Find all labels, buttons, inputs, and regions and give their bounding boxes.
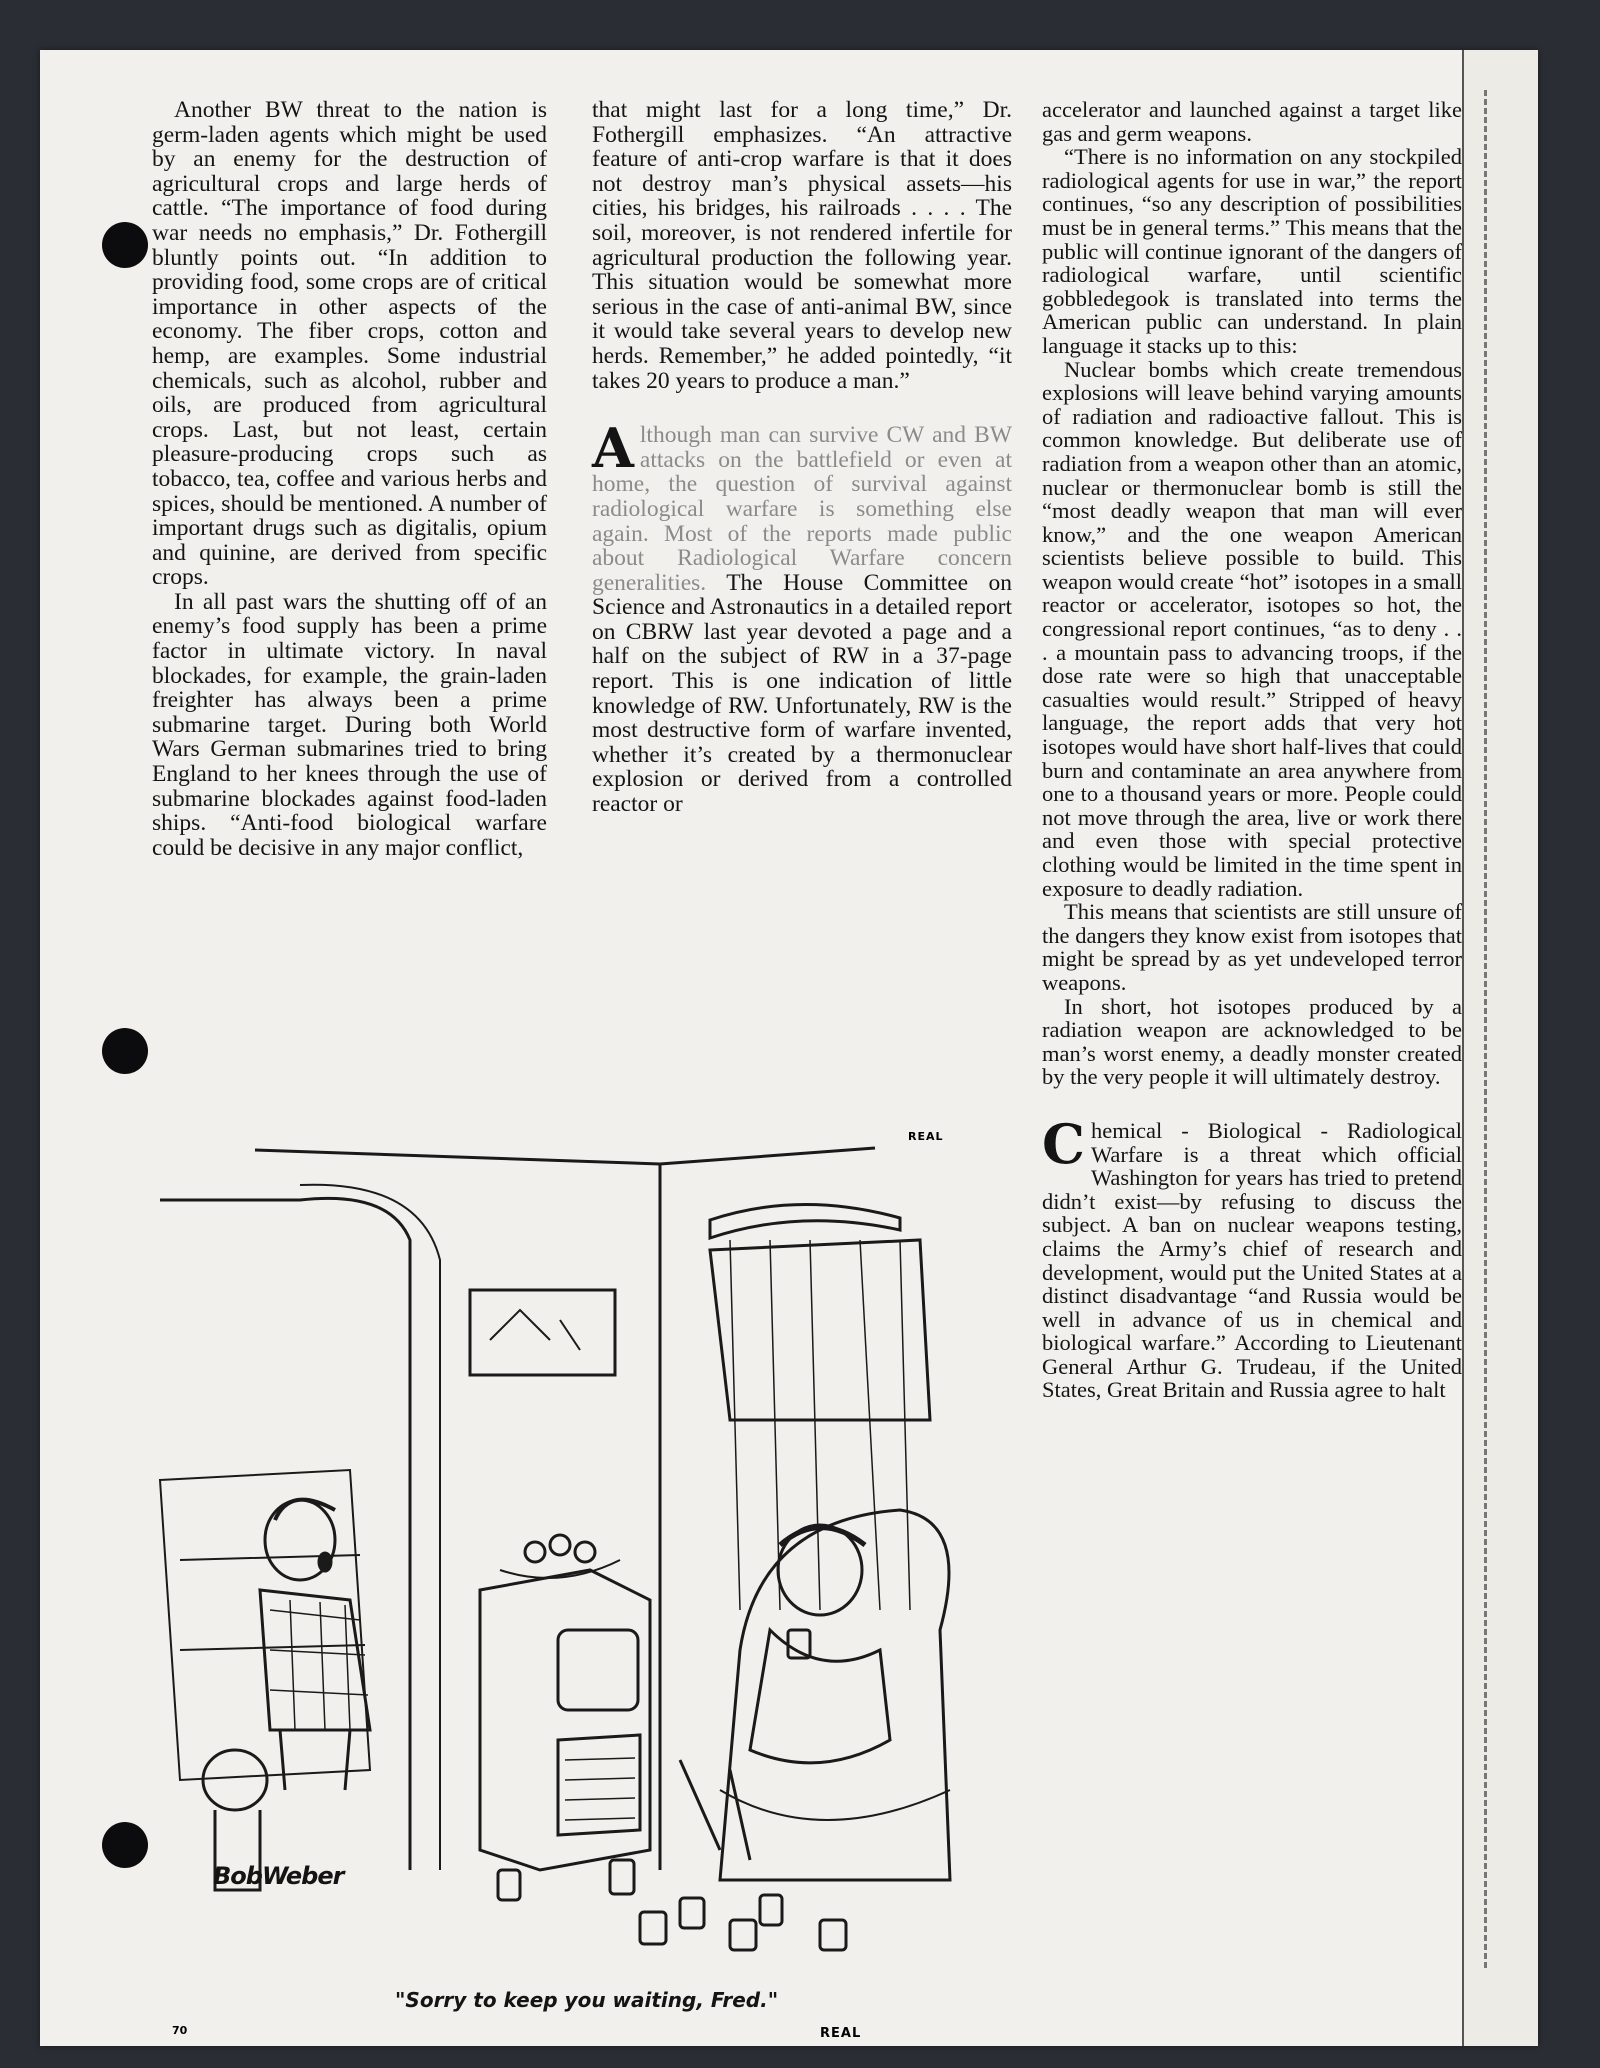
magazine-name: REAL xyxy=(820,2026,862,2041)
newel-post xyxy=(203,1750,267,1810)
doorway-arch xyxy=(160,1198,410,1870)
paragraph: In all past wars the shutting off of an enemy’s food supply has been a prime factor in ultimate victory. In naval blockades, for example, the grain-laden freighter has always been a prime submarine target. During both World Wars German submarines tried to bring England to her knees through the use of submarine blockades against food-laden ships. “Anti-food biological warfare could be decisive in any major conflict, xyxy=(152,588,547,861)
drop-cap: C xyxy=(1042,1111,1085,1176)
television xyxy=(480,1570,650,1870)
armchair xyxy=(720,1510,950,1880)
paragraph: accelerator and launched against a target like gas and germ weapons. xyxy=(1042,97,1462,146)
paragraph-text: The House Committee on Science and Astronautics in a detailed report on CBRW last year devoted a page and a half on the subject of RW in a 37-page report. This is one indication of little knowledge of RW. Unfortunately, RW is the most destructive form of warfare invented, whether it’s created by a thermonuclear explosion or derived from a controlled reactor or xyxy=(592,569,1012,818)
paragraph: In short, hot isotopes produced by a radiation weapon are acknowledged to be man’s worst enemy, a deadly monster created by the very people it will ultimately destroy. xyxy=(1042,993,1462,1090)
drop-cap: A xyxy=(592,416,634,481)
paragraph: that might last for a long time,” Dr. Fothergill emphasizes. “An attractive feature of anti-crop warfare is that it does not destroy man’s physical assets—his cities, his bridges, his railroads . . . . The soil, moreover, is not rendered infertile for agricultural production the following year. This situation would be somewhat more serious in the case of anti-animal BW, since it would take several years to develop new herds. Remember,” he added pointedly, “it takes 20 years to produce a man.” xyxy=(592,97,1012,394)
ceiling-line xyxy=(255,1148,875,1164)
punch-hole xyxy=(102,1028,148,1074)
binder-strip xyxy=(1462,50,1538,2046)
cartoon-caption: "Sorry to keep you waiting, Fred." xyxy=(395,1988,779,2012)
window xyxy=(710,1240,930,1420)
article-column-1 xyxy=(152,98,547,860)
paragraph: This means that scientists are still unsure of the dangers they know exist from isotopes that might be spread by as yet undeveloped terror weapons. xyxy=(1042,899,1462,995)
paragraph xyxy=(1042,1111,1462,1403)
punch-hole xyxy=(102,222,148,268)
empty-can xyxy=(610,1860,634,1894)
man-body xyxy=(750,1630,890,1763)
paragraph: “There is no information on any stockpiled radiological agents for use in war,” the report continues, “so any description of possibilities must be in general terms.” This means that the public will continue ignorant of the dangers of radiological warfare, until scientific gobbledegook is translated into terms the American public can understand. In plain language it stacks up to this: xyxy=(1042,144,1462,358)
article-column-2 xyxy=(592,98,1012,817)
faded-text: lthough man can survive CW and BW attacks on the battlefield or even at home, the question of survival against radiological warfare is something else again. Most of the reports made public about Radiological Warfare concern generalities. xyxy=(592,422,1012,596)
paragraph-text: hemical - Biological - Radiological Warfare is a threat which official Washington for years has tried to pretend didn’t exist—by refusing to discuss the subject. A ban on nuclear weapons testing, claims the Army’s chief of research and development, would put the United States at a distinct disadvantage “and Russia would be well in advance of us in chemical and biological warfare.” According to Lieutenant General Arthur G. Trudeau, if the United States, Great Britain and Russia agree to halt xyxy=(1042,1117,1462,1403)
article-column-3 xyxy=(1042,98,1462,1402)
empty-can xyxy=(730,1920,756,1950)
paragraph xyxy=(592,416,1012,818)
empty-can xyxy=(498,1870,520,1900)
paragraph: Nuclear bombs which create tremendous explosions will leave behind varying amounts of radiation and radioactive fallout. This is common knowledge. But deliberate use of radiation from a weapon other than an atomic, nuclear or thermonuclear bomb is still the “most deadly weapon that man will ever know,” and the one weapon American scientists believe possible to build. This weapon would create “hot” isotopes in a small reactor or accelerator, isotopes so hot, the congressional report continues, “as to deny . . . a mountain pass to advancing troops, if the dose rate were so high that unacceptable casualties would result.” Stripped of heavy language, the report adds that very hot isotopes would have short half-lives that could burn and contaminate an area anywhere from one to a thousand years or more. People could not move through the area, live or work there and even those with special protective clothing would be limited in the time spent in exposure to deadly radiation. xyxy=(1042,356,1462,901)
empty-can xyxy=(640,1912,666,1944)
empty-can xyxy=(760,1895,782,1925)
tv-screen xyxy=(558,1630,638,1710)
cartoon-illustration xyxy=(120,1090,1080,1970)
page-number: 70 xyxy=(172,2024,188,2037)
paragraph: Another BW threat to the nation is germ-laden agents which might be used by an enemy for the destruction of agricultural crops and large herds of cattle. “The importance of food during war needs no emphasis,” Dr. Fothergill bluntly points out. “In addition to providing food, some crops are of critical importance in other aspects of the economy. The fiber crops, cotton and hemp, are examples. Some industrial chemicals, such as alcohol, rubber and oils, are produced from agricultural crops. Last, but not least, certain pleasure-producing crops such as tobacco, tea, coffee and various herbs and spices, should be mentioned. A number of important drugs such as digitalis, opium and quinine, are derived from specific crops. xyxy=(152,97,547,591)
magazine-mark: REAL xyxy=(908,1130,944,1143)
artist-signature: BobWeber xyxy=(213,1862,344,1890)
magazine-page xyxy=(40,50,1538,2046)
empty-can xyxy=(680,1898,704,1928)
empty-can xyxy=(820,1920,846,1950)
